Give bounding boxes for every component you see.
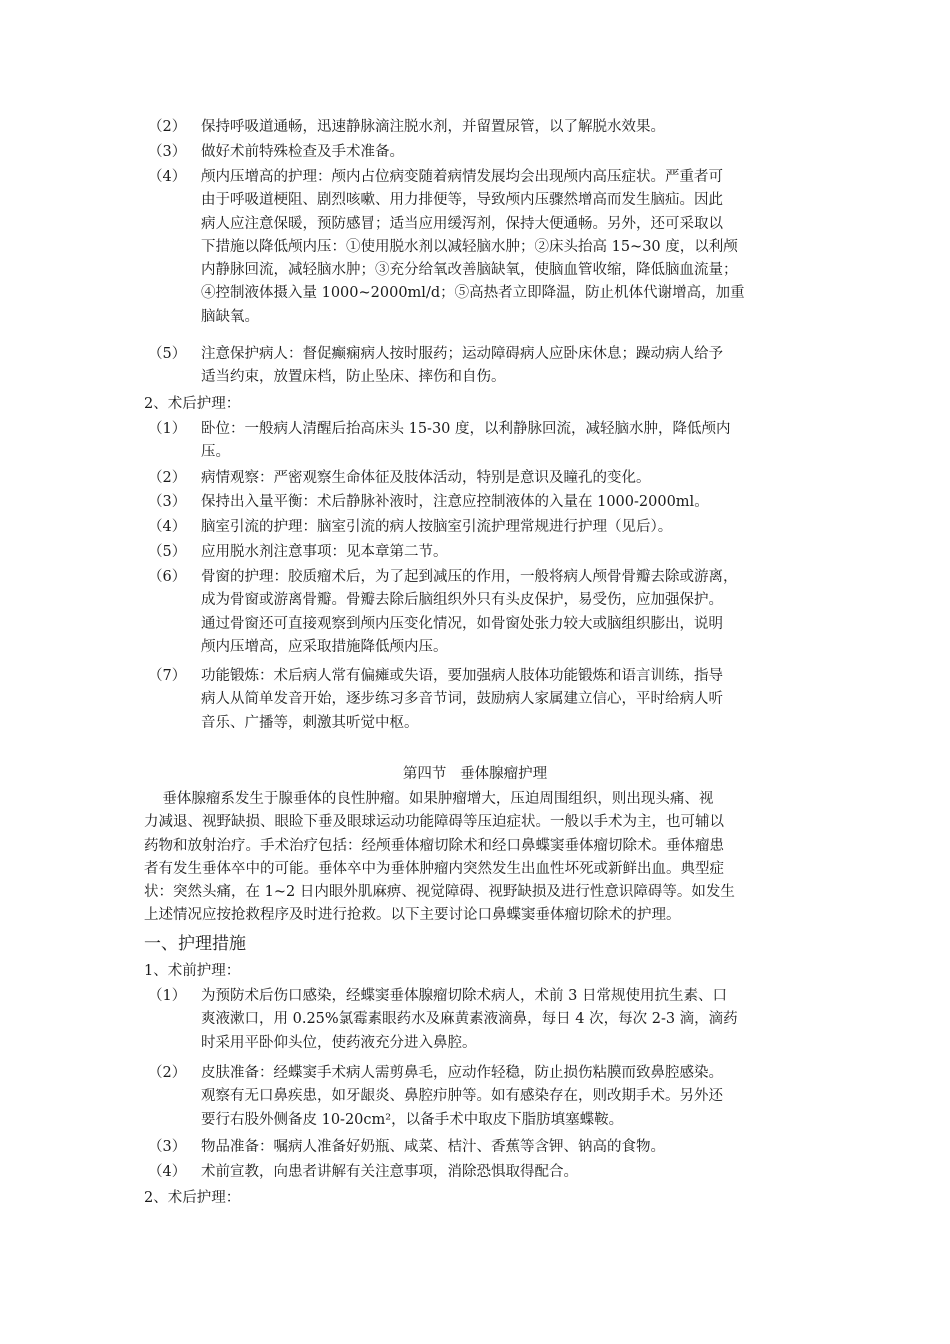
item-text: 保持呼吸道通畅，迅速静脉滴注脱水剂，并留置尿管，以了解脱水效果。 [201,119,665,135]
paragraph-line: 力减退、视野缺损、眼睑下垂及眼球运动功能障碍等压迫症状。一般以手术为主，也可辅以 [144,814,724,831]
item-number: （3） [148,144,187,160]
paragraph-line: 药物和放射治疗。手术治疗包括：经颅垂体瘤切除术和经口鼻蝶窦垂体瘤切除术。垂体瘤患 [144,837,724,854]
item-text: 保持出入量平衡：术后静脉补液时，注意应控制液体的入量在 1000-2000ml。 [201,494,709,510]
item-text: 为预防术后伤口感染，经蝶窦垂体腺瘤切除术病人，术前 3 日常规使用抗生素、口 [201,988,727,1004]
item-number: （4） [148,1164,187,1180]
item-text: 病人从简单发音开始，逐步练习多音节词，鼓励病人家属建立信心，平时给病人听 [201,691,723,708]
item-text: 内静脉回流，减轻脑水肿；③充分给氧改善脑缺氧，使脑血管收缩，降低脑血流量； [201,262,738,279]
item-text: 通过骨窗还可直接观察到颅内压变化情况，如骨窗处张力较大或脑组织膨出，说明 [201,615,723,632]
item-number: （4） [148,519,187,535]
item-text: 骨窗的护理：胶质瘤术后，为了起到减压的作用，一般将病人颅骨骨瓣去除或游离， [201,569,738,585]
item-text: 注意保护病人：督促癫痫病人按时服药；运动障碍病人应卧床休息；躁动病人给予 [201,346,723,362]
item-text: 术前宣教，向患者讲解有关注意事项，消除恐惧取得配合。 [201,1164,578,1180]
item-text: 物品准备：嘱病人准备好奶瓶、咸菜、桔汁、香蕉等含钾、钠高的食物。 [201,1139,665,1155]
item-text: 功能锻炼：术后病人常有偏瘫或失语，要加强病人肢体功能锻炼和语言训练，指导 [201,668,723,684]
item-text: 由于呼吸道梗阻、剧烈咳嗽、用力排便等，导致颅内压骤然增高而发生脑疝。因此 [201,192,723,209]
item-text: ④控制液体摄入量 1000~2000ml/d；⑤高热者立即降温，防止机体代谢增高，加重 [201,285,745,302]
item-text: 做好术前特殊检查及手术准备。 [201,144,404,160]
item-number: （2） [148,119,187,135]
item-text: 脑室引流的护理：脑室引流的病人按脑室引流护理常规进行护理（见后）。 [201,519,673,535]
item-text: 下措施以降低颅内压：①使用脱水剂以减轻脑水肿；②床头抬高 15~30 度，以利颅 [201,238,738,255]
item-number: （4） [148,169,187,185]
item-text: 皮肤准备：经蝶窦手术病人需剪鼻毛，应动作轻稳，防止损伤粘膜而致鼻腔感染。 [201,1065,723,1081]
section-title: 第四节 垂体腺瘤护理 [402,766,548,782]
item-text: 要行右股外侧备皮 10-20cm²，以备手术中取皮下脂肪填塞蝶鞍。 [201,1111,624,1128]
item-text: 颅内压增高，应采取措施降低颅内压。 [201,638,448,655]
intro-paragraph [144,788,735,928]
item-number: （7） [148,668,187,684]
postop-heading-2: 2、术后护理： [144,1190,241,1206]
preop-heading: 1、术前护理： [144,963,241,979]
item-number: （5） [148,346,187,362]
item-text: 病情观察：严密观察生命体征及肢体活动，特别是意识及瞳孔的变化。 [201,470,651,486]
item-number: （3） [148,494,187,510]
item-number: （6） [148,569,187,585]
item-text: 卧位：一般病人清醒后抬高床头 15-30 度，以利静脉回流，减轻脑水肿，降低颅内 [201,421,731,437]
paragraph-line: 状：突然头痛，在 1~2 日内眼外肌麻痹、视觉障碍、视野缺损及进行性意识障碍等。如发生 [144,884,735,901]
item-text: 观察有无口鼻疾患，如牙龈炎、鼻腔疖肿等。如有感染存在，则改期手术。另外还 [201,1088,723,1105]
paragraph-line: 者有发生垂体卒中的可能。垂体卒中为垂体肿瘤内突然发生出血性坏死或新鲜出血。典型症 [144,860,724,877]
paragraph-line: 垂体腺瘤系发生于腺垂体的良性肿瘤。如果肿瘤增大，压迫周围组织，则出现头痛、视 [144,791,714,807]
item-text: 时采用平卧仰头位，使药液充分进入鼻腔。 [201,1034,477,1051]
measures-heading: 一、护理措施 [144,934,246,954]
item-text: 成为骨窗或游离骨瓣。骨瓣去除后脑组织外只有头皮保护，易受伤，应加强保护。 [201,592,723,609]
item-number: （5） [148,544,187,560]
item-text: 音乐、广播等，刺激其听觉中枢。 [201,714,419,731]
item-text: 适当约束，放置床档，防止坠床、摔伤和自伤。 [201,369,506,386]
item-number: （2） [148,470,187,486]
item-text: 压。 [201,444,230,461]
item-text: 病人应注意保暖，预防感冒；适当应用缓泻剂，保持大便通畅。另外，还可采取以 [201,215,723,232]
item-text: 爽液漱口，用 0.25%氯霉素眼药水及麻黄素液滴鼻，每日 4 次，每次 2-3 滴，滴药 [201,1011,738,1028]
postop-heading: 2、术后护理： [144,396,241,412]
item-text: 颅内压增高的护理：颅内占位病变随着病情发展均会出现颅内高压症状。严重者可 [201,169,723,185]
item-text: 应用脱水剂注意事项：见本章第二节。 [201,544,448,560]
paragraph-line: 上述情况应按抢救程序及时进行抢救。以下主要讨论口鼻蝶窦垂体瘤切除术的护理。 [144,907,681,924]
item-text: 脑缺氧。 [201,308,259,325]
item-number: （2） [148,1065,187,1081]
item-number: （3） [148,1139,187,1155]
item-number: （1） [148,421,187,437]
item-number: （1） [148,988,187,1004]
